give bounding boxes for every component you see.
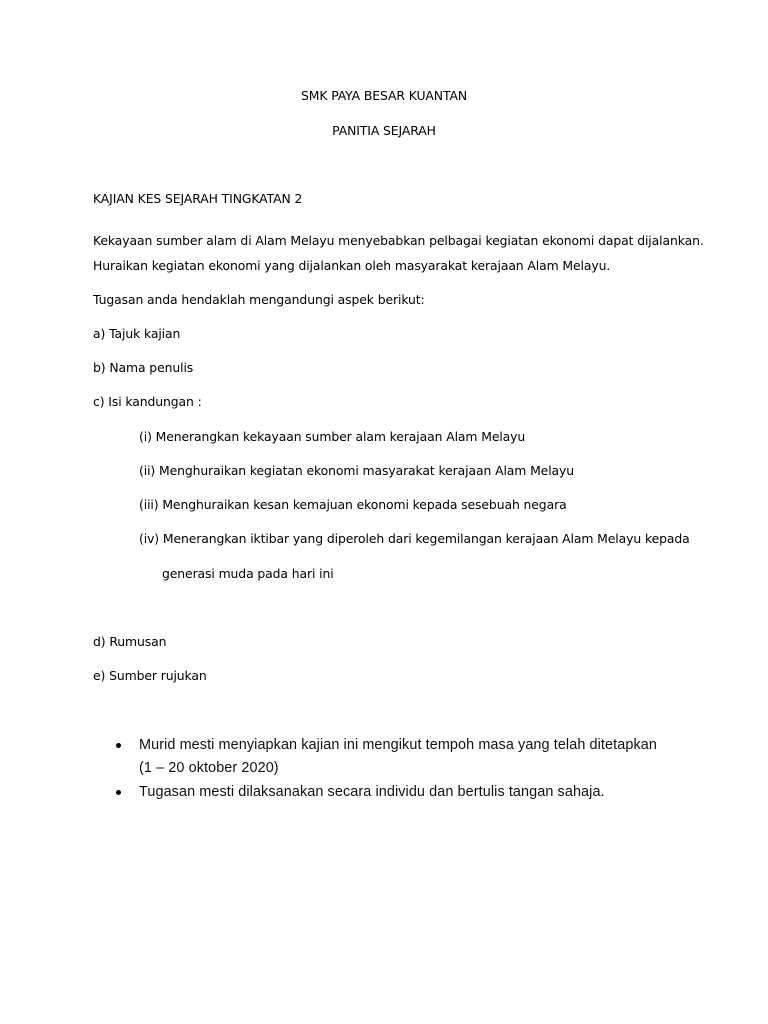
aspect-b: b) Nama penulis: [93, 360, 194, 375]
bullet-1: [116, 743, 121, 748]
note-1-line-1: Murid mesti menyiapkan kajian ini mengikut tempoh masa yang telah ditetapkan: [139, 737, 657, 753]
document-title: KAJIAN KES SEJARAH TINGKATAN 2: [93, 191, 303, 206]
bullet-2: [116, 790, 121, 795]
school-name: SMK PAYA BESAR KUANTAN: [300, 88, 468, 103]
instruction-text: Tugasan anda hendaklah mengandungi aspek berikut:: [93, 292, 425, 307]
content-item-iv: (iv) Menerangkan iktibar yang diperoleh dari kegemilangan kerajaan Alam Melayu kepada: [139, 531, 690, 546]
content-item-iii: (iii) Menghuraikan kesan kemajuan ekonomi kepada sesebuah negara: [139, 497, 567, 512]
intro-line-2: Huraikan kegiatan ekonomi yang dijalankan oleh masyarakat kerajaan Alam Melayu.: [93, 258, 611, 273]
note-2: Tugasan mesti dilaksanakan secara individu dan bertulis tangan sahaja.: [139, 784, 605, 800]
content-item-iv-continued: generasi muda pada hari ini: [162, 566, 334, 581]
aspect-d: d) Rumusan: [93, 634, 167, 649]
content-item-ii: (ii) Menghuraikan kegiatan ekonomi masyarakat kerajaan Alam Melayu: [139, 463, 575, 478]
aspect-e: e) Sumber rujukan: [93, 668, 207, 683]
panel-name: PANITIA SEJARAH: [332, 123, 436, 138]
aspect-c: c) Isi kandungan :: [93, 394, 202, 409]
note-1-line-2: (1 – 20 oktober 2020): [139, 760, 279, 776]
content-item-i: (i) Menerangkan kekayaan sumber alam kerajaan Alam Melayu: [139, 429, 526, 444]
intro-line-1: Kekayaan sumber alam di Alam Melayu menyebabkan pelbagai kegiatan ekonomi dapat dijalankan.: [93, 233, 704, 248]
aspect-a: a) Tajuk kajian: [93, 326, 181, 341]
